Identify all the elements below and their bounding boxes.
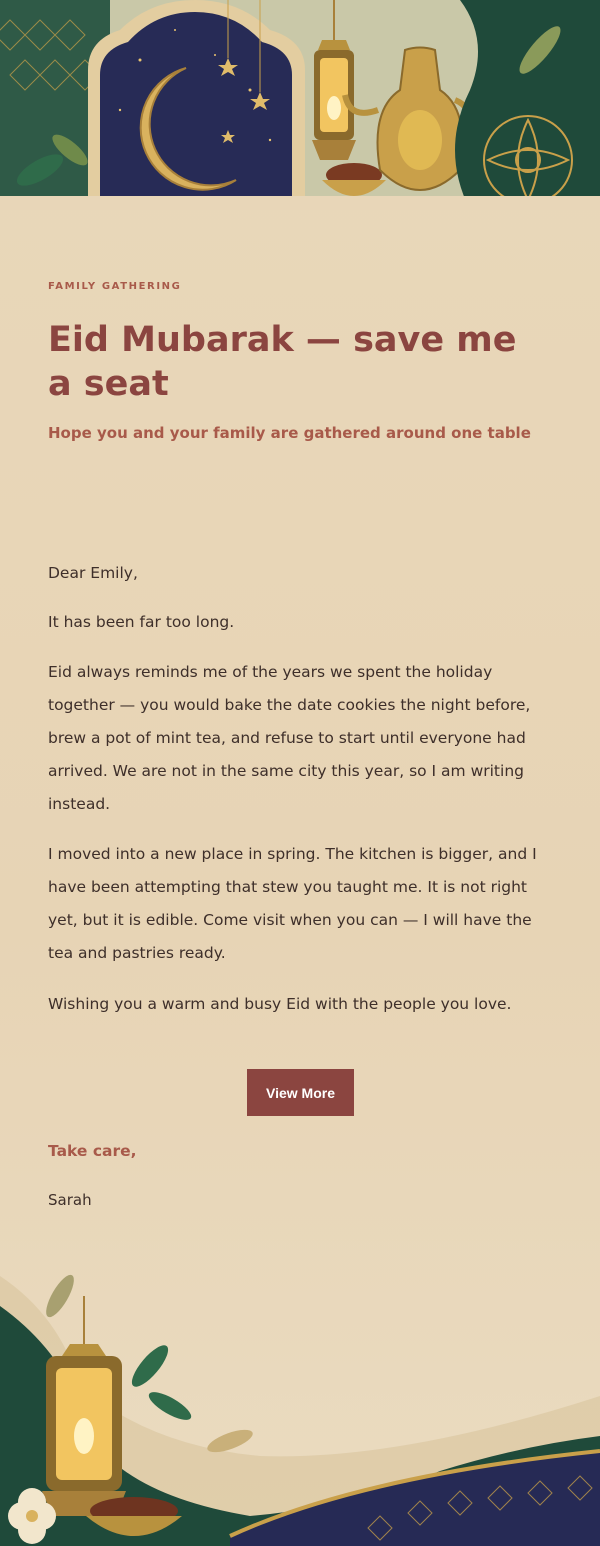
paragraph-1: It has been far too long. — [48, 613, 235, 631]
paragraph-3: I moved into a new place in spring. The kitchen is bigger, and I have been attempting that stew you taught me. It is not right yet, but it is edible. Come visit when you can — I will have the tea and pastries ready. — [48, 845, 537, 962]
paragraph-4: Wishing you a warm and busy Eid with the people you love. — [48, 995, 512, 1013]
email-subtitle: Hope you and your family are gathered around one table — [48, 424, 531, 442]
view-more-button[interactable]: View More — [247, 1069, 354, 1116]
paragraph-2: Eid always reminds me of the years we spent the holiday together — you would bake the date cookies the night before, brew a pot of mint tea, and refuse to start until everyone had arrived. We are not in the same city this year, so I am writing instead. — [48, 663, 531, 813]
footer-illustration — [0, 1236, 600, 1546]
email-title: Eid Mubarak — save me a seat — [48, 320, 517, 404]
signoff: Take care, — [48, 1142, 137, 1160]
eyebrow-label: FAMILY GATHERING — [48, 281, 182, 292]
header-illustration — [0, 0, 600, 210]
signature: Sarah — [48, 1191, 92, 1209]
lantern-icon — [42, 1296, 126, 1516]
greeting: Dear Emily, — [48, 564, 138, 582]
